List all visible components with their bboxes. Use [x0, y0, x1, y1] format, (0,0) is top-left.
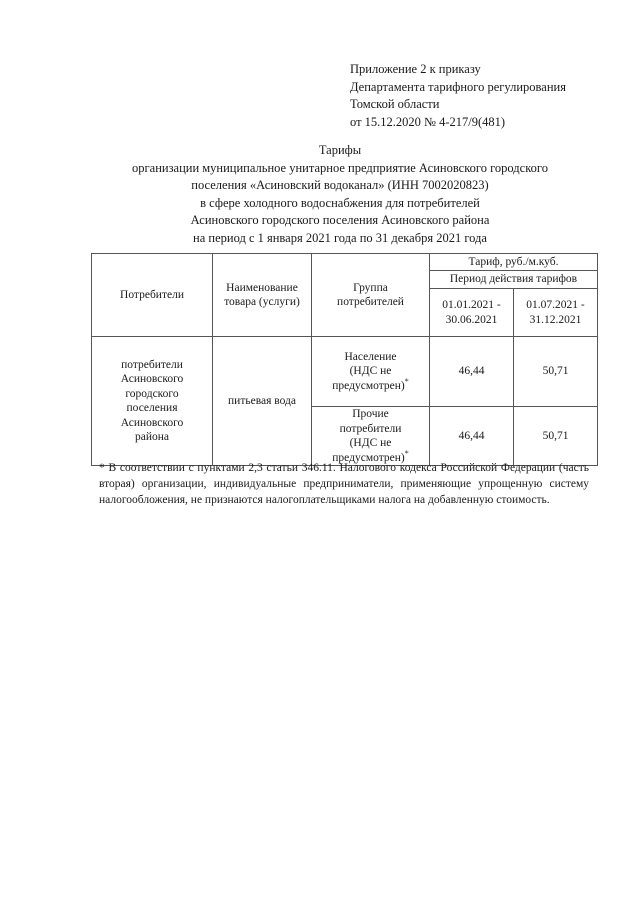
table-header-row [92, 254, 598, 271]
appendix-line: Приложение 2 к приказу [350, 62, 481, 76]
header-period-1 [430, 289, 514, 337]
consumers-cell [92, 337, 213, 466]
title-line: организации муниципальное унитарное предприятие Асиновского городского [132, 160, 548, 175]
tariff-value-cell: 46,44 [430, 337, 514, 407]
appendix-line: Департамента тарифного регулирования [350, 79, 566, 94]
tariffs-table [91, 253, 598, 466]
group-line: (НДС не [349, 437, 392, 449]
table-row [92, 337, 598, 407]
header-group-line: Группа [353, 281, 388, 294]
title-line: Асиновского городского поселения Асиновского района [190, 213, 490, 227]
title-period-line: на период с 1 января 2021 года по 31 декабря 2021 года [193, 230, 487, 245]
header-tariff: Тариф, руб./м.куб. [430, 254, 598, 271]
footnote-mark: * [404, 376, 409, 386]
period-date: 01.01.2021 - [442, 299, 501, 311]
period-date: 30.06.2021 [445, 313, 498, 326]
header-period-2 [514, 289, 598, 337]
header-product [213, 254, 312, 337]
header-product-line: товара (услуги) [224, 296, 300, 308]
group-line: Прочие [352, 408, 389, 420]
header-consumers: Потребители [92, 254, 213, 337]
title-line: поселения «Асиновский водоканал» (ИНН 7002020823) [191, 178, 489, 192]
document-title [60, 142, 620, 247]
group-line: предусмотрен) [332, 451, 405, 464]
consumers-line: Асиновского [120, 373, 184, 385]
period-date: 01.07.2021 - [526, 299, 585, 311]
group-line: потребители [339, 422, 402, 435]
group-line: (НДС не [349, 365, 392, 378]
appendix-block [350, 61, 566, 131]
tariff-value-cell: 46,44 [430, 407, 514, 466]
product-cell: питьевая вода [213, 337, 312, 466]
footnote-mark: * [404, 448, 409, 458]
title-heading: Тарифы [318, 143, 362, 157]
header-group-line: потребителей [337, 296, 404, 308]
header-group [312, 254, 430, 337]
appendix-order-number: от 15.12.2020 № 4-217/9(481) [350, 114, 506, 129]
group-cell [312, 337, 430, 407]
tariff-value-cell: 50,71 [514, 407, 598, 466]
footnote-text: * В соответствии с пунктами 2,3 статьи 346.11. Налогового кодекса Российской Федерации (часть вторая) организации, индивидуальные предприниматели, применяющие упрощенную систему налогообложения, не признаются налогоплательщиками налога на добавленную стоимость. [99, 462, 589, 506]
group-line: предусмотрен) [332, 379, 405, 392]
header-product-line: Наименование [226, 281, 298, 294]
tariff-value-cell: 50,71 [514, 337, 598, 407]
consumers-line: городского [125, 387, 179, 400]
header-period: Период действия тарифов [430, 271, 598, 289]
title-line: в сфере холодного водоснабжения для потребителей [200, 195, 480, 210]
group-line: Население [344, 350, 397, 363]
group-cell [312, 407, 430, 466]
consumers-line: района [134, 431, 170, 443]
period-date: 31.12.2021 [529, 313, 582, 326]
consumers-line: потребители [121, 358, 183, 371]
consumers-line: поселения [126, 402, 178, 414]
appendix-line: Томской области [350, 97, 440, 111]
consumers-line: Асиновского [120, 416, 184, 429]
